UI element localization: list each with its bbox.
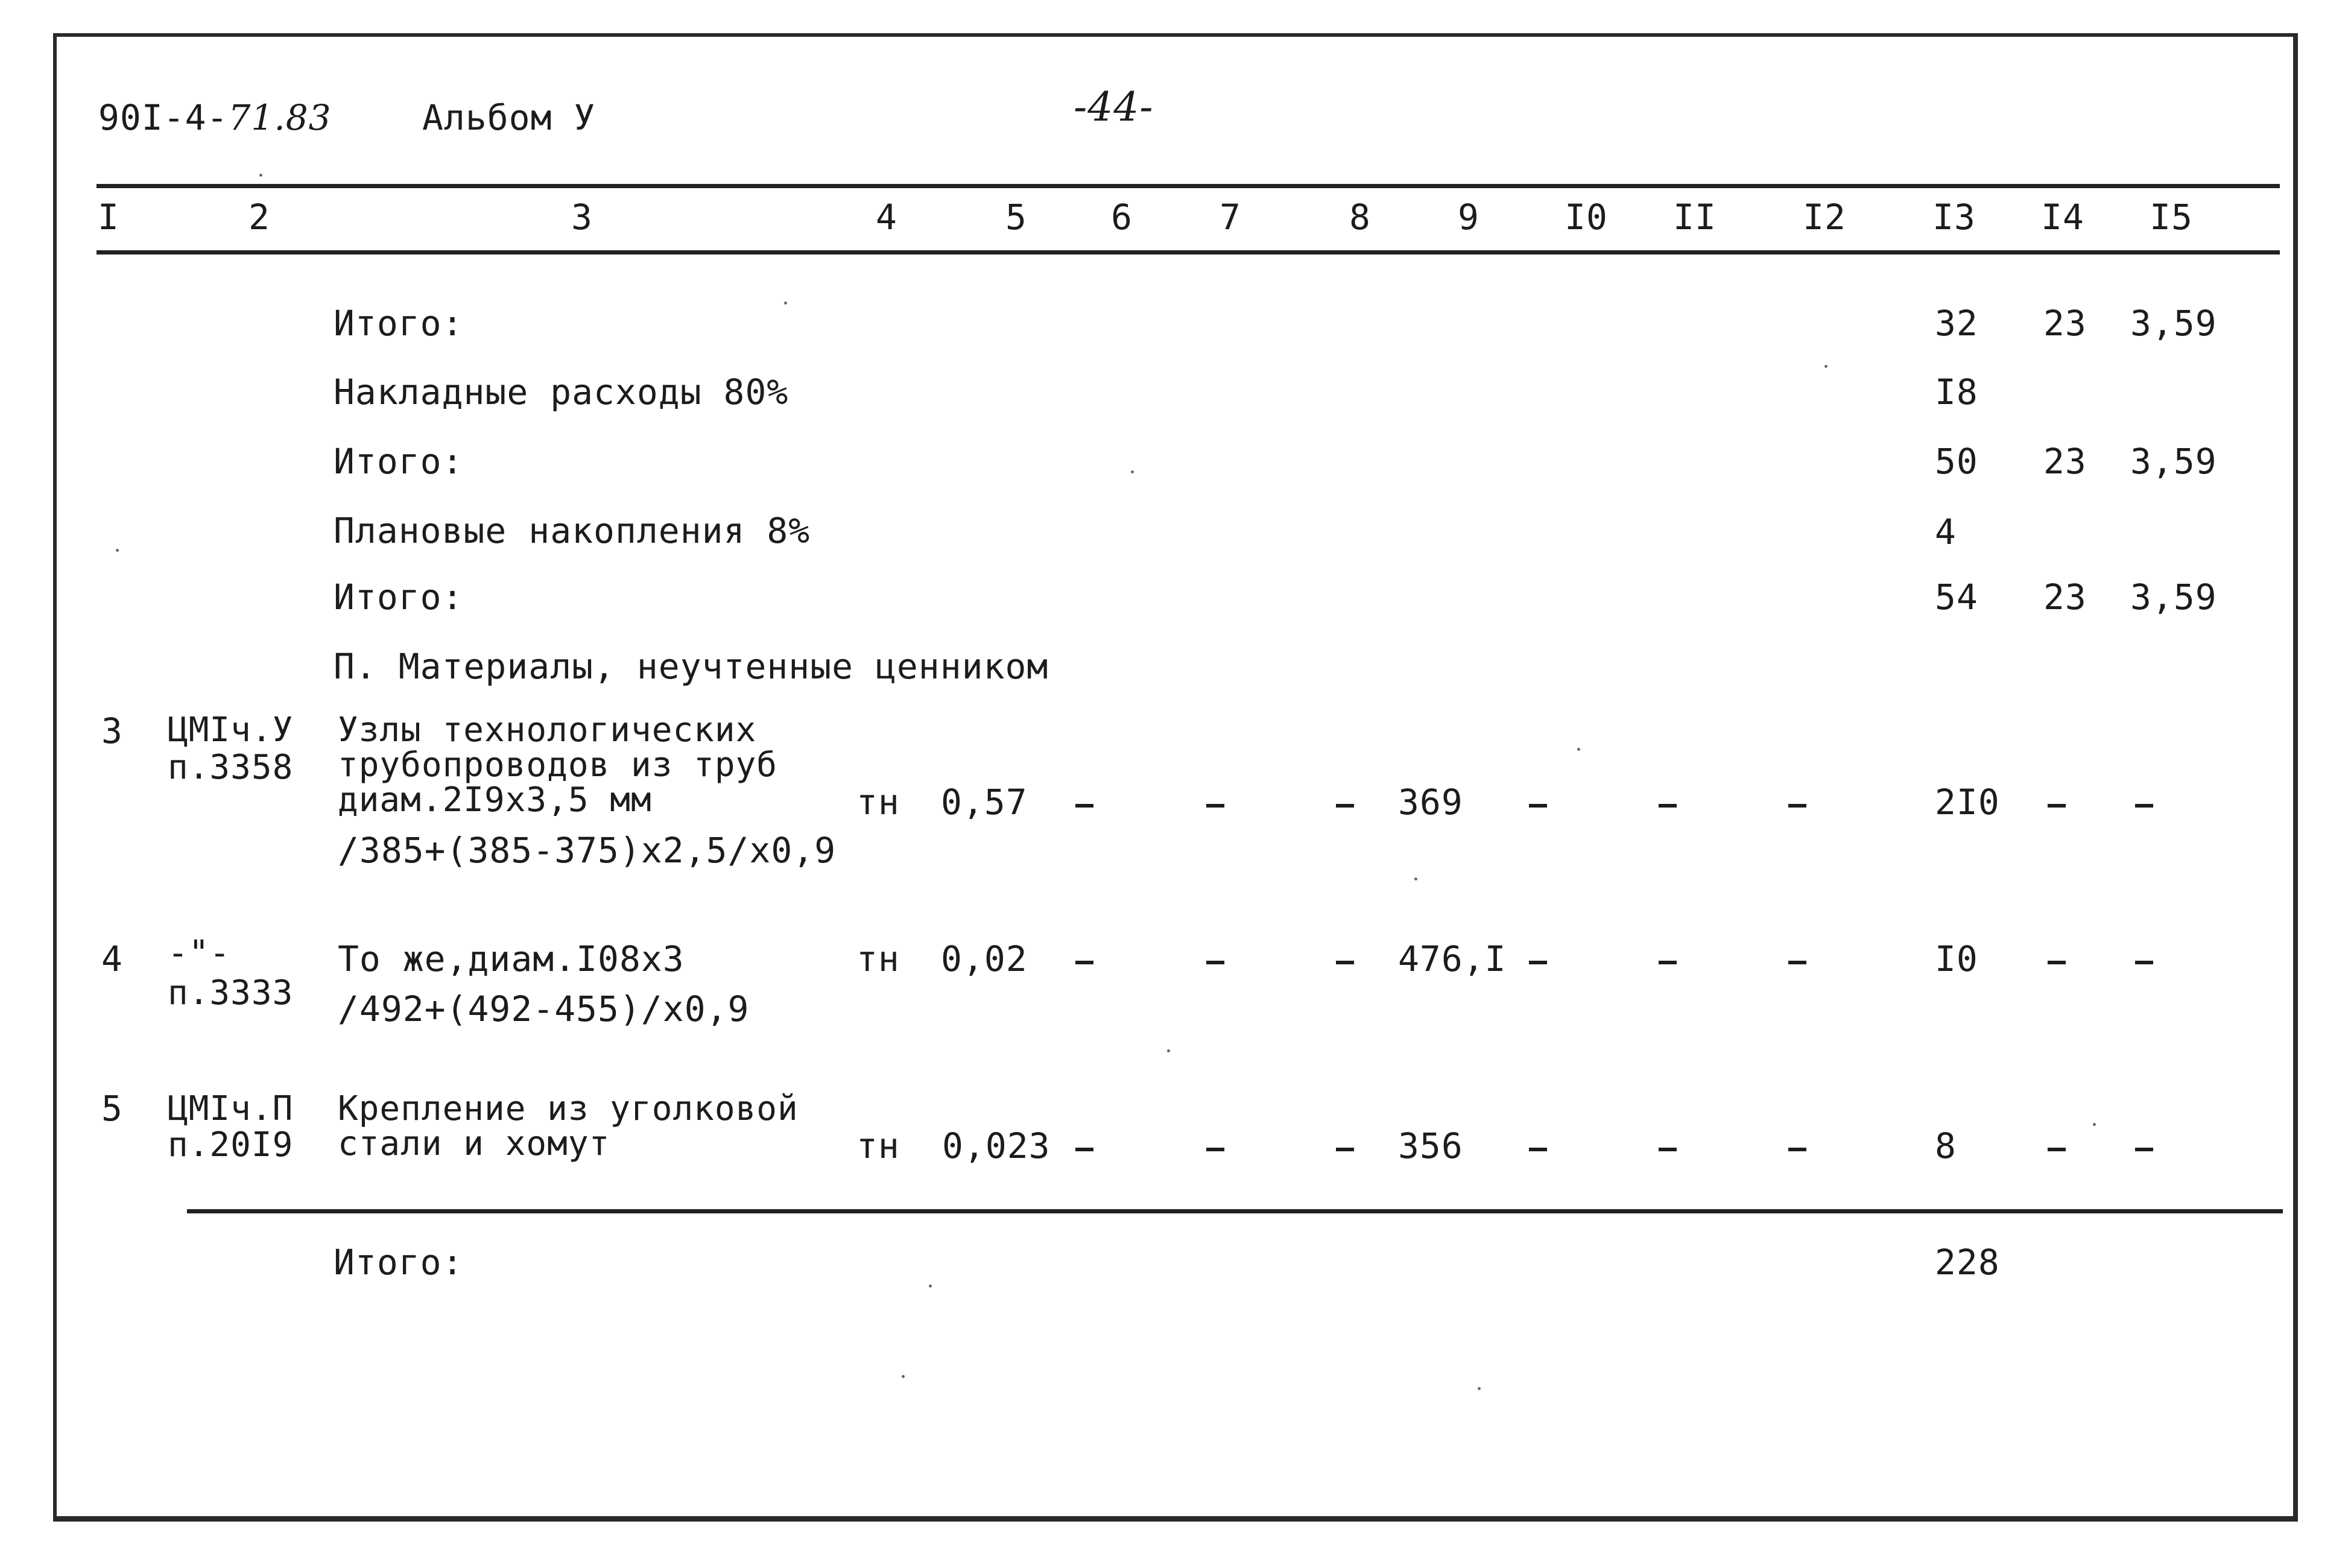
summary-col15: 3,59 xyxy=(2130,577,2217,618)
description-line: Крепление из уголковой xyxy=(338,1089,799,1128)
empty-cell-dash xyxy=(1075,804,1093,808)
unit: тн xyxy=(856,938,900,979)
header-top-rule xyxy=(97,184,2280,188)
price-ref-line: п.3358 xyxy=(168,748,294,787)
col-header-5: 5 xyxy=(1005,197,1027,238)
unit: тн xyxy=(856,1125,900,1166)
empty-cell-dash xyxy=(1659,961,1677,964)
scan-speck xyxy=(929,1285,932,1288)
empty-cell-dash xyxy=(1336,804,1354,808)
col-header-9: 9 xyxy=(1458,197,1479,238)
description-formula: /492+(492-455)/х0,9 xyxy=(338,988,750,1029)
total-cost: 2I0 xyxy=(1935,782,2000,823)
empty-cell-dash xyxy=(1659,804,1677,808)
empty-cell-dash xyxy=(2048,1148,2066,1151)
unit-price: 356 xyxy=(1398,1125,1463,1166)
col-header-11: II xyxy=(1673,197,1717,238)
price-ref-line: п.20I9 xyxy=(168,1125,294,1165)
empty-cell-dash xyxy=(2135,1148,2153,1151)
scan-speck xyxy=(259,174,262,177)
col-header-14: I4 xyxy=(2041,197,2084,238)
empty-cell-dash xyxy=(2135,961,2153,964)
description-line: стали и хомут xyxy=(338,1124,610,1163)
col-header-10: I0 xyxy=(1565,197,1608,238)
empty-cell-dash xyxy=(2135,804,2153,808)
album-label: Альбом У xyxy=(422,97,596,138)
doc-code xyxy=(98,97,332,138)
scan-speck xyxy=(1414,877,1417,880)
col-header-4: 4 xyxy=(876,197,897,238)
summary-col15: 3,59 xyxy=(2130,303,2217,344)
empty-cell-dash xyxy=(1075,961,1093,964)
summary-label: Итого: xyxy=(334,441,464,482)
total-separator-rule xyxy=(187,1209,2283,1213)
summary-label: Накладные расходы 80% xyxy=(334,371,789,413)
description-line: диам.2I9х3,5 мм xyxy=(338,780,652,820)
empty-cell-dash xyxy=(1206,804,1224,808)
row-number: 3 xyxy=(101,710,123,751)
summary-col13: 54 xyxy=(1935,577,1978,618)
scan-speck xyxy=(116,549,119,552)
doc-code-prefix: 90I-4- xyxy=(98,97,229,138)
empty-cell-dash xyxy=(1788,961,1806,964)
col-header-3: 3 xyxy=(571,197,593,238)
doc-code-handwritten: 71.83 xyxy=(228,97,332,138)
page-number: -44- xyxy=(1074,84,1154,130)
scan-speck xyxy=(902,1375,905,1378)
description-line: трубопроводов из труб xyxy=(338,745,778,785)
description-line: Узлы технологических xyxy=(338,710,757,750)
col-header-6: 6 xyxy=(1111,197,1133,238)
empty-cell-dash xyxy=(1336,1148,1354,1151)
grand-total-value: 228 xyxy=(1935,1242,2000,1283)
summary-col14: 23 xyxy=(2043,577,2087,618)
empty-cell-dash xyxy=(1529,1148,1547,1151)
description-formula: /385+(385-375)х2,5/х0,9 xyxy=(338,830,837,871)
price-ref-line: -"- xyxy=(168,934,231,973)
empty-cell-dash xyxy=(2048,804,2066,808)
quantity: 0,023 xyxy=(942,1125,1051,1166)
empty-cell-dash xyxy=(1075,1148,1093,1151)
col-header-2: 2 xyxy=(248,197,270,238)
total-cost: 8 xyxy=(1935,1125,1957,1166)
price-ref-line: п.3333 xyxy=(168,973,294,1013)
empty-cell-dash xyxy=(1336,961,1354,964)
empty-cell-dash xyxy=(2048,961,2066,964)
empty-cell-dash xyxy=(1788,1148,1806,1151)
summary-col13: 4 xyxy=(1935,511,1957,552)
quantity: 0,02 xyxy=(941,938,1028,979)
header-bottom-rule xyxy=(97,250,2280,254)
summary-label: Плановые накопления 8% xyxy=(334,510,811,551)
scan-speck xyxy=(1167,1049,1170,1052)
summary-col13: 32 xyxy=(1935,303,1978,344)
row-number: 4 xyxy=(101,938,123,979)
scan-speck xyxy=(2093,1123,2096,1126)
scan-speck xyxy=(1131,470,1134,473)
section-title: П. Материалы, неучтенные ценником xyxy=(334,646,1049,687)
scan-speck xyxy=(1577,748,1580,751)
summary-col13: 50 xyxy=(1935,441,1978,482)
summary-col13: I8 xyxy=(1935,371,1978,413)
summary-col14: 23 xyxy=(2043,441,2087,482)
col-header-7: 7 xyxy=(1220,197,1241,238)
empty-cell-dash xyxy=(1529,961,1547,964)
col-header-12: I2 xyxy=(1803,197,1846,238)
price-ref-line: ЦМIч.У xyxy=(168,710,294,750)
empty-cell-dash xyxy=(1659,1148,1677,1151)
grand-total-label: Итого: xyxy=(334,1242,464,1283)
scan-speck xyxy=(784,302,787,305)
description-line: То же,диам.I08х3 xyxy=(338,938,685,979)
empty-cell-dash xyxy=(1788,804,1806,808)
price-ref-line: ЦМIч.П xyxy=(168,1089,294,1128)
unit-price: 369 xyxy=(1398,782,1463,823)
summary-col14: 23 xyxy=(2043,303,2087,344)
col-header-15: I5 xyxy=(2150,197,2193,238)
quantity: 0,57 xyxy=(941,782,1028,823)
col-header-8: 8 xyxy=(1349,197,1371,238)
col-header-13: I3 xyxy=(1932,197,1976,238)
row-number: 5 xyxy=(101,1088,123,1129)
summary-col15: 3,59 xyxy=(2130,441,2217,482)
summary-label: Итого: xyxy=(334,303,464,344)
summary-label: Итого: xyxy=(334,577,464,618)
empty-cell-dash xyxy=(1206,1148,1224,1151)
scan-speck xyxy=(1824,365,1827,368)
col-header-1: I xyxy=(98,197,119,238)
unit-price: 476,I xyxy=(1398,938,1507,979)
unit: тн xyxy=(856,782,900,823)
scan-speck xyxy=(1478,1387,1481,1390)
empty-cell-dash xyxy=(1206,961,1224,964)
total-cost: I0 xyxy=(1935,938,1978,979)
empty-cell-dash xyxy=(1529,804,1547,808)
